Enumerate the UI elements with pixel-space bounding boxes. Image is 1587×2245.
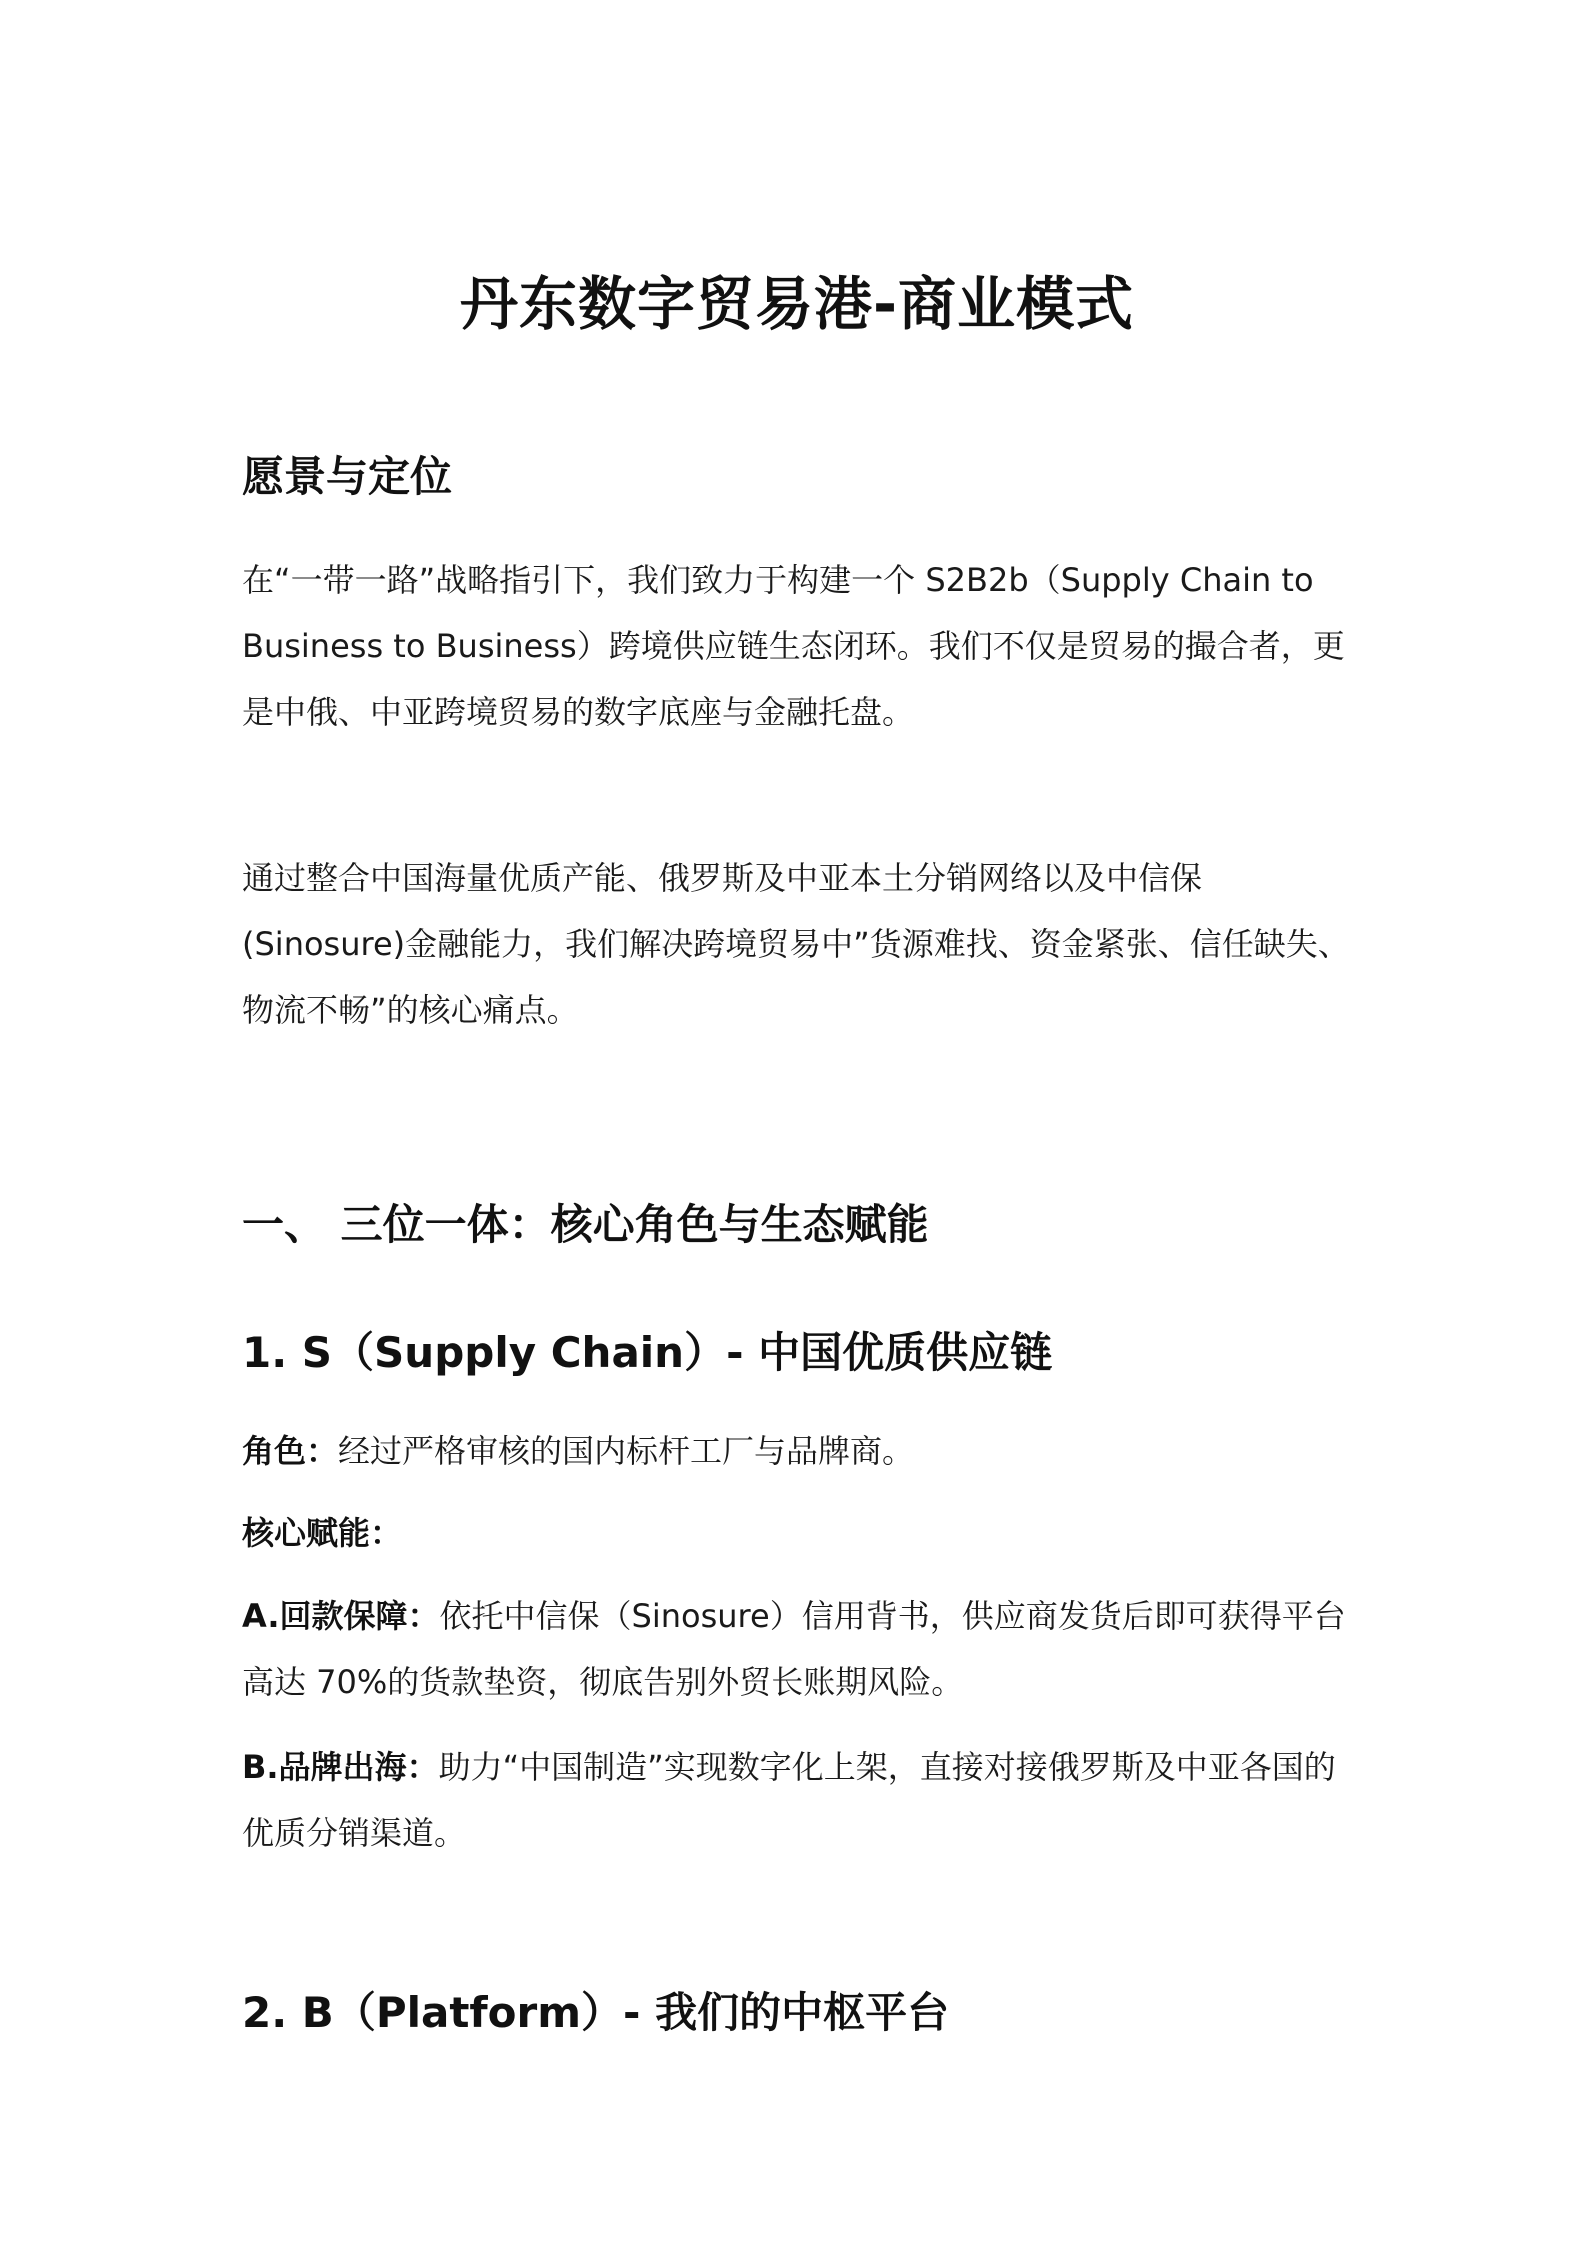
vision-paragraph-1: 在“一带一路”战略指引下，我们致力于构建一个 S2B2b（Supply Chain to Business to Business）跨境供应链生态闭环。我们不仅是贸易的撮合者，更是中俄、中亚跨境贸易的数字底座与金融托盘。 — [242, 561, 1345, 731]
vision-heading: 愿景与定位 — [242, 452, 453, 501]
role-label: 角色： — [242, 1432, 339, 1470]
enablement-a — [242, 1583, 1352, 1715]
enablement-b-text: 助力“中国制造”实现数字化上架，直接对接俄罗斯及中亚各国的优质分销渠道。 — [242, 1748, 1336, 1852]
role-text: 经过严格审核的国内标杆工厂与品牌商。 — [338, 1432, 915, 1470]
subsection-2-heading: 2. B（Platform）- 我们的中枢平台 — [242, 1988, 950, 2037]
core-enablement-label: 核心赋能： — [242, 1514, 403, 1552]
section-1-heading: 一、 三位一体：核心角色与生态赋能 — [242, 1200, 929, 1249]
role-line — [242, 1418, 1352, 1484]
enablement-b — [242, 1734, 1352, 1866]
vision-paragraph-2: 通过整合中国海量优质产能、俄罗斯及中亚本土分销网络以及中信保(Sinosure)金融能力，我们解决跨境贸易中”货源难找、资金紧张、信任缺失、物流不畅”的核心痛点。 — [242, 859, 1350, 1029]
enablement-a-label: A.回款保障： — [242, 1597, 440, 1635]
enablement-b-label: B.品牌出海： — [242, 1748, 439, 1786]
document-title: 丹东数字贸易港-商业模式 — [459, 270, 1135, 338]
subsection-1-heading: 1. S（Supply Chain）- 中国优质供应链 — [242, 1328, 1053, 1377]
enablement-a-text: 依托中信保（Sinosure）信用背书，供应商发货后即可获得平台高达 70%的货款垫资，彻底告别外贸长账期风险。 — [242, 1597, 1346, 1701]
